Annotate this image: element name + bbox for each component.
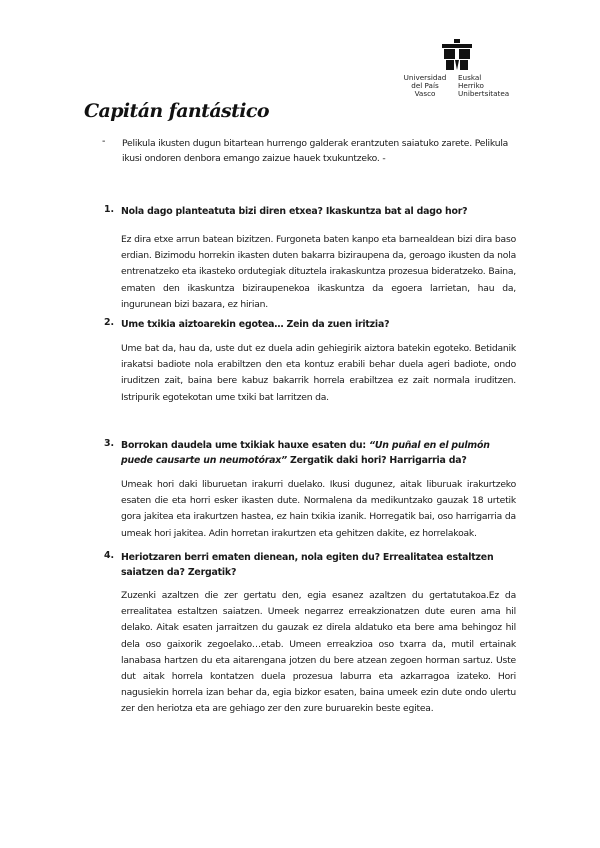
question-number: 1. [104, 204, 115, 215]
answer-1: Ez dira etxe arrun batean bizitzen. Furgoneta baten kanpo eta barnealdean bizi dira baso erdian. Bizimodu horrekin ikasten duten bakarra biziraupena da, geroago ikusten da nola entrenatzeko eta ikasteko ordutegiak dituztela irakaskuntza prozesua bideratzeko. Baina, ematen den ikaskuntza biziraupenekoa ikaskuntza da egoera larrietan, hau da, ingurunean bizi bazara, ez hirian. [121, 234, 516, 310]
university-name-spanish: Universidad del País Vasco [403, 73, 447, 98]
question-text: Nola dago planteatuta bizi diren etxea? Ikaskuntza bat al dago hor? [121, 206, 468, 217]
answer-2: Ume bat da, hau da, uste dut ez duela adin gehiegirik aiztora batekin egoteko. Betidanik irakatsi badiote nola erabiltzen den eta kontuz erabili behar duela ageri badiote, ondo iruditzen zait, baina bere kabuz bakarrik horrela erabiltzea ez zait normala iruditzen. Istripurik egotekotan ume txiki bat larritzen da. [121, 343, 516, 403]
university-name-basque: Euskal Herriko Unibertsitatea [458, 73, 510, 98]
intro-paragraph [102, 136, 516, 166]
question-number: 3. [104, 438, 115, 449]
intro-bullet: - [102, 136, 106, 147]
question-4 [104, 550, 516, 580]
question-text: Heriotzaren berri ematen dienean, nola egiten du? Errealitatea estaltzen saiatzen da? Zergatik? [121, 552, 494, 578]
answer-4: Zuzenki azaltzen die zer gertatu den, egia esanez azaltzen du gertatutakoa.Ez da errealitatea estaltzen saiatzen. Umeek negarrez erreakzionatzen dute euren ama hil delako. Aitak esaten jarraitzen du gauzak ez direla aldatuko eta bere ama behingoz hil dela oso gaixorik zegoelako…etab. Umeen erreakzioa oso txarra da, mutil ertainak lanabasa hartzen du eta aitarengana jotzen du bere atzean zegoen horman sartuz. Uste dut aitak horrela kontatzen duela prozesua laburra eta azkarragoa izateko. Hori nagusiekin horrela izan behar da, egia bizkor esaten, baina umeek ezin dute ondo ulertu zer den heriotza eta are gehiago zer den zure buruarekin beste egitea. [121, 590, 516, 715]
question-text: Borrokan daudela ume txikiak hauxe esaten du: “Un puñal en el pulmón puede causarte un neumotórax” Zergatik daki hori? Harrigarria da? [121, 440, 490, 466]
question-1 [104, 204, 516, 219]
university-logo [400, 38, 510, 98]
question-text: Ume txikia aiztoarekin egotea… Zein da zuen iritzia? [121, 319, 390, 330]
page-title: Capitán fantástico [84, 100, 269, 122]
question-3 [104, 438, 516, 468]
question-2 [104, 317, 516, 332]
upv-ehu-emblem-icon [440, 38, 474, 72]
question-quote: “Un puñal en el pulmón puede causarte un neumotórax” [121, 440, 490, 466]
question-number: 4. [104, 550, 115, 561]
question-number: 2. [104, 317, 115, 328]
answer-3: Umeak hori daki liburuetan irakurri duelako. Ikusi dugunez, aitak liburuak irakurtzeko esaten die eta horri esker ikasten dute. Normalena da medikuntzako gauzak 18 urtetik gora jakitea eta irakurtzen hastea, ez hain txikia izanik. Horregatik bai, oso harrigarria da umeak hori jakitea. Adin horretan irakurtzen eta gehitzen dakite, ez horrelakoak. [121, 479, 516, 539]
intro-text: Pelikula ikusten dugun bitartean hurrengo galderak erantzuten saiatuko zarete. Pelikula ikusi ondoren denbora emango zaizue hauek txukuntzeko. - [122, 138, 509, 164]
